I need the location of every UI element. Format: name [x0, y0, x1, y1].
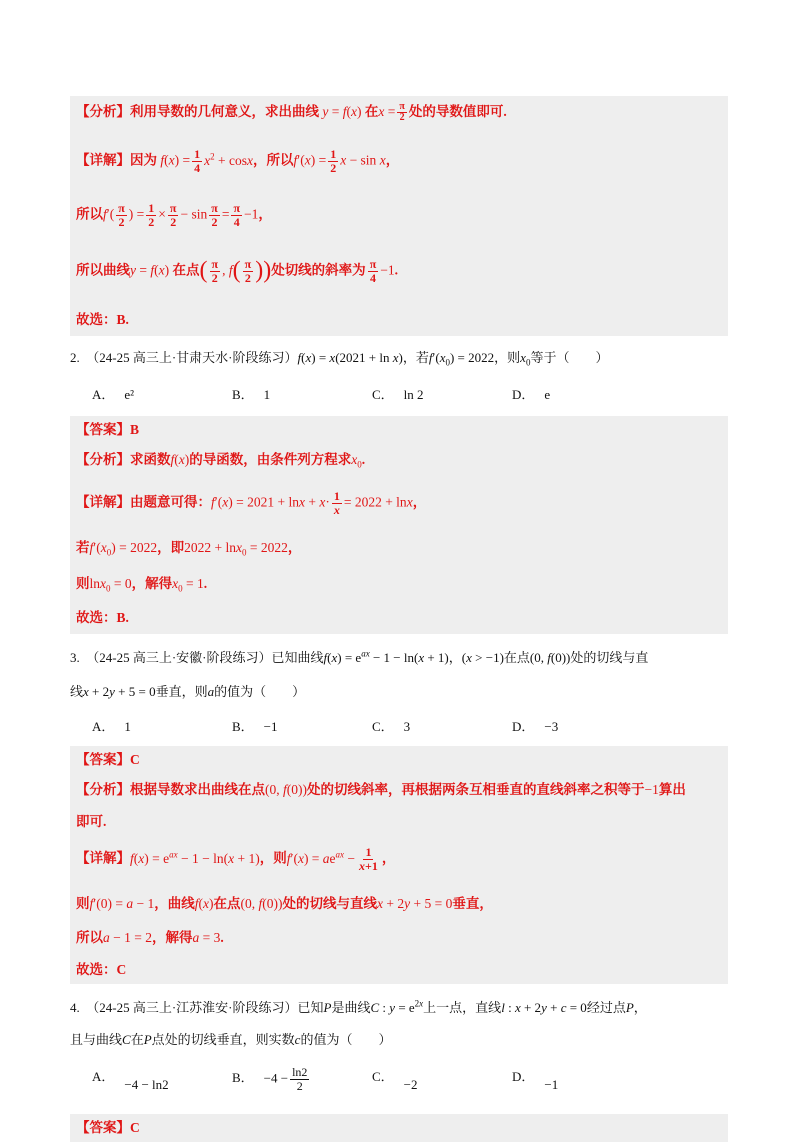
- q4-option-d[interactable]: D．−1: [512, 1069, 559, 1092]
- q2-option-c[interactable]: C． ln 2: [372, 387, 424, 402]
- q2-stem: 2. （24-25 高三上·甘肃天水·阶段练习）f(x) = x(2021 + ln x)，若$f'(x_0) = 2022$，则$x_0$等于（ ）: [70, 350, 609, 368]
- s1-analysis: 【分析】利用导数的几何意义，求出曲线 y = f(x) 在x = $\frac{\pi}{2}$ 处的导数值即可.: [76, 101, 507, 124]
- q2-answer: 【答案】B: [76, 422, 140, 437]
- q2-then: 则lnx$_0$ = 0，解得$x_0 = 1$.: [76, 576, 208, 594]
- q3-stem-1: 3. （24-25 高三上·安徽·阶段练习）已知曲线$f(x) = e^{ax} - 1 - \ln(x + 1)$，(x > −1)在点(0, f(0))处的切线与直: [70, 648, 649, 665]
- solution-1-block: [70, 96, 728, 336]
- q3-option-a[interactable]: A． 1: [92, 719, 131, 734]
- q3-answer: 【答案】C: [76, 752, 140, 767]
- q3-option-b[interactable]: B． −1: [232, 719, 278, 734]
- q3-stem-2: 线x + 2y + 5 = 0垂直，则a的值为（ ）: [70, 684, 306, 699]
- q3-option-d[interactable]: D． −3: [512, 719, 559, 734]
- s1-so: 所以f′( $\frac{\pi}{2}$ ) = $\frac{1}{2}$ × $\frac{\pi}{2}$ − sin $\frac{\pi}{2}$ = $\frac{\pi}{4}$ −1，: [76, 201, 272, 229]
- q2-analysis: 【分析】求函数f(x)的导函数，由条件列方程求$x_0$.: [76, 452, 366, 470]
- q3-so: 所以a − 1 = 2，解得a = 3.: [76, 930, 224, 945]
- q3-option-c[interactable]: C． 3: [372, 719, 411, 734]
- q2-if: 若$f'(x_0) = 2022$，即2022 + lnx$_0$ = 2022，: [76, 540, 302, 558]
- q2-option-a[interactable]: A． e²: [92, 387, 135, 402]
- q3-then: 则f′(0) = a − 1，曲线f(x)在点(0, f(0))处的切线与直线x + 2y + 5 = 0垂直，: [76, 896, 493, 911]
- q4-stem-1: 4. （24-25 高三上·江苏淮安·阶段练习）已知P是曲线C : $y = e^{2x}$上一点，直线l : x + 2y + c = 0经过点P，: [70, 998, 647, 1015]
- q2-options: [70, 378, 728, 416]
- q3-analysis-1: 【分析】根据导数求出曲线在点(0, f(0))处的切线斜率，再根据两条互相垂直的直线斜率之积等于−1算出: [76, 782, 686, 797]
- solution-3-block: [70, 746, 728, 984]
- s1-curve: 所以曲线y = f(x) 在点( $\frac{\pi}{2}$ , f( $\frac{\pi}{2}$ ))处切线的斜率为 $\frac{\pi}{4}$ −1.: [76, 257, 399, 285]
- document-page: [70, 96, 728, 1142]
- q4-option-c[interactable]: C．−2: [372, 1069, 418, 1092]
- q4-answer: 【答案】C: [76, 1120, 140, 1135]
- q3-analysis-2: 即可.: [76, 814, 107, 829]
- s1-choice: 故选：B.: [76, 312, 129, 327]
- q3-choice: 故选：C: [76, 962, 127, 977]
- q4-option-b[interactable]: B． −4 − $\frac{\ln 2}{2}$: [232, 1065, 308, 1093]
- q2-choice: 故选：B.: [76, 610, 129, 625]
- q2-option-b[interactable]: B． 1: [232, 387, 271, 402]
- solution-4-block: [70, 1114, 728, 1142]
- q4-options: [70, 1058, 728, 1114]
- solution-2-block: [70, 416, 728, 634]
- q4-option-a[interactable]: A．−4 − ln2: [92, 1069, 169, 1092]
- q4-stem-2: 且与曲线C在P点处的切线垂直，则实数c的值为（ ）: [70, 1032, 392, 1047]
- q2-option-d[interactable]: D． e: [512, 387, 551, 402]
- q2-detail: 【详解】由题意可得：f′(x) = 2021 + lnx + x· $\frac{1}{x}$ = 2022 + lnx，: [76, 489, 427, 517]
- q3-options: [70, 712, 728, 746]
- q3-detail: 【详解】$f(x) = e^{ax} - 1 - \ln(x + 1)$，则$f'(x) = ae^{ax}$ − $\frac{1}{x+1}$ ，: [76, 845, 396, 873]
- s1-detail: 【详解】因为 f(x) = $\frac{1}{4}$ $x^2 + \cos x$，所以f′(x) = $\frac{1}{2}$ x − sin x，: [76, 147, 400, 175]
